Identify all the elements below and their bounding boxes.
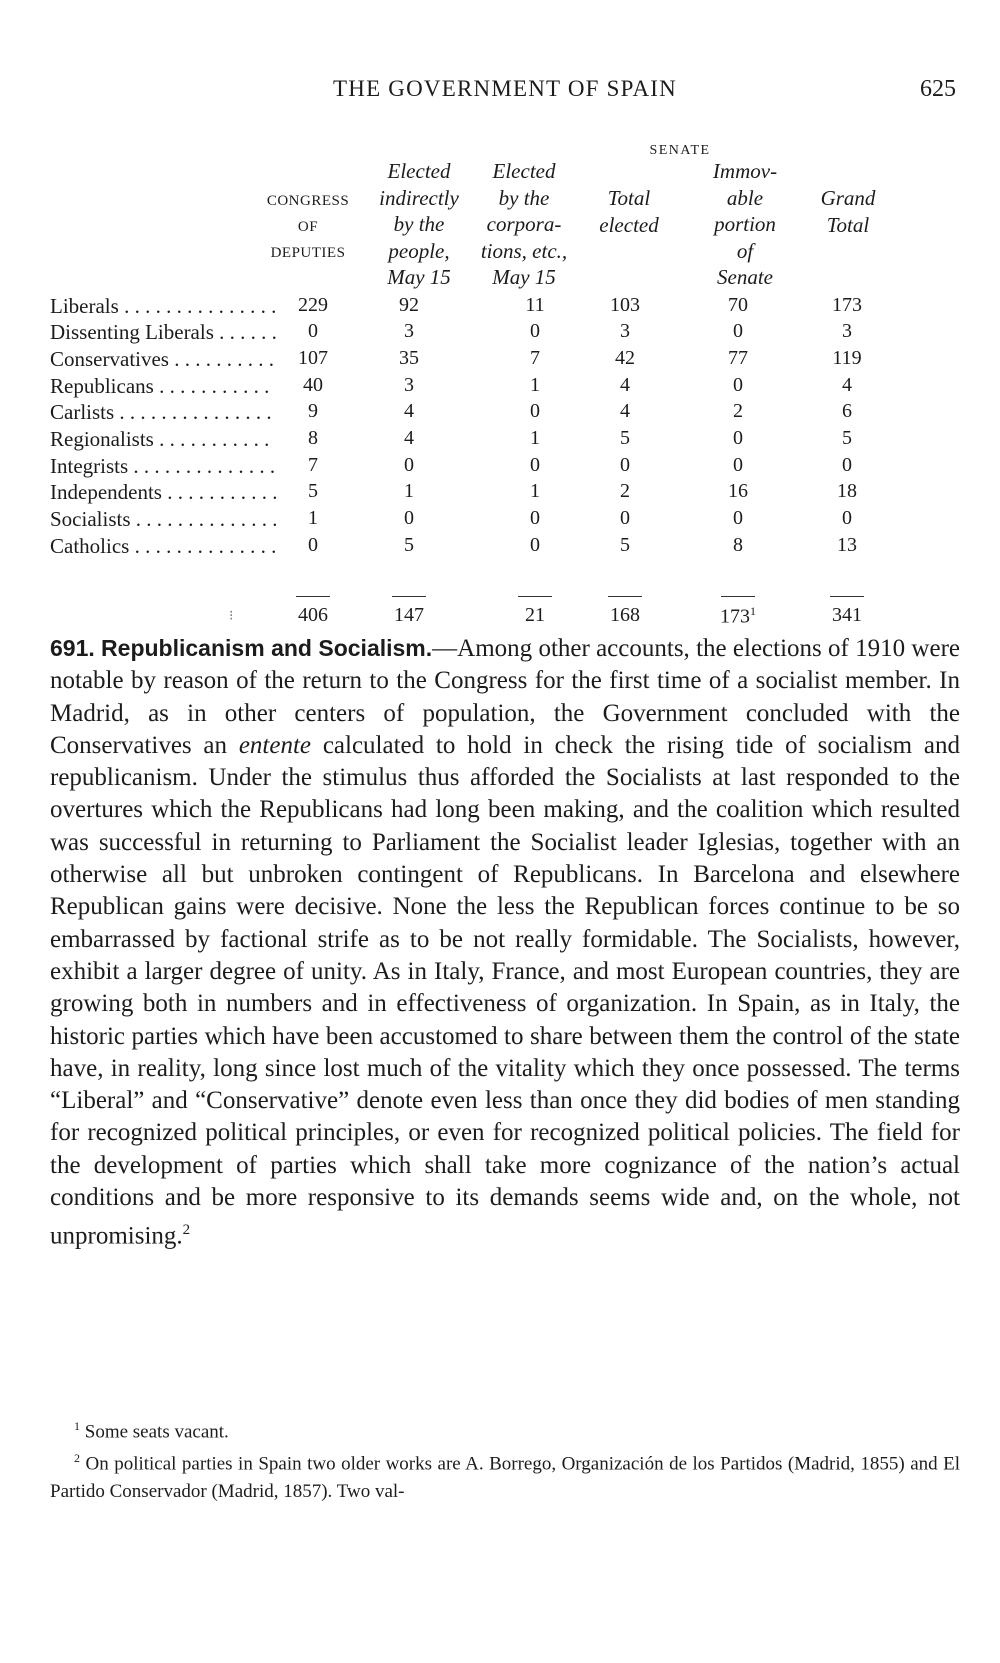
table-cell: 9 bbox=[308, 400, 318, 422]
footnote-marker: 1 bbox=[74, 1419, 80, 1433]
column-header-line: Elected bbox=[387, 159, 451, 183]
total-cell: 406 bbox=[298, 604, 328, 626]
footnote-marker: 2 bbox=[74, 1451, 80, 1466]
table-cell: 0 bbox=[733, 507, 743, 529]
table-row bbox=[0, 347, 1000, 373]
column-header-line: DEPUTIES bbox=[270, 245, 346, 261]
table-cell: 0 bbox=[404, 454, 414, 476]
em-dash: — bbox=[432, 635, 458, 662]
column-header-grand-total bbox=[802, 185, 894, 238]
total-cell: 21 bbox=[525, 604, 545, 626]
paragraph-text: Among other accounts, the elections of 1910 were notable by reason of the return to the Congress for the first time of a socialist member. In Madrid, as in other centers of population, the Government concluded with the Conservatives an bbox=[50, 635, 960, 759]
table-cell: 3 bbox=[620, 320, 630, 342]
table-row bbox=[0, 534, 1000, 560]
party-label: Dissenting Liberals . . . bbox=[50, 320, 276, 345]
column-header-line: people, bbox=[388, 238, 450, 263]
table-cell: 8 bbox=[308, 427, 318, 449]
running-title: THE GOVERNMENT OF SPAIN bbox=[333, 76, 677, 101]
table-cell: 42 bbox=[615, 347, 635, 369]
table-row bbox=[0, 427, 1000, 453]
total-cell-with-footnote bbox=[703, 604, 773, 629]
emphasized-term: entente bbox=[238, 731, 312, 759]
section-number: 691. bbox=[50, 635, 95, 661]
table-cell: 5 bbox=[620, 427, 630, 449]
table-cell: 0 bbox=[620, 454, 630, 476]
footnote-marker: 1 bbox=[750, 604, 756, 618]
table-cell: 70 bbox=[728, 294, 748, 316]
table-cell: 18 bbox=[837, 480, 857, 502]
running-head bbox=[50, 76, 960, 106]
column-header-elected-indirectly bbox=[364, 158, 474, 291]
footnote bbox=[50, 1445, 960, 1504]
table-cell: 0 bbox=[842, 454, 852, 476]
margin-mark: ⁝ bbox=[229, 609, 234, 624]
table-cell: 0 bbox=[733, 427, 743, 449]
sum-rule bbox=[608, 596, 642, 597]
senate-group-label: SENATE bbox=[649, 143, 711, 158]
table-cell: 35 bbox=[399, 347, 419, 369]
column-header-immovable-senate bbox=[690, 158, 800, 291]
table-cell: 229 bbox=[298, 294, 328, 316]
table-cell: 0 bbox=[733, 454, 743, 476]
table-cell: 77 bbox=[728, 347, 748, 369]
column-header-line: OF bbox=[297, 219, 319, 235]
section-paragraph bbox=[50, 632, 960, 1253]
table-cell: 0 bbox=[530, 534, 540, 556]
column-header-line: Grand bbox=[820, 186, 876, 210]
table-cell: 3 bbox=[842, 320, 852, 342]
paragraph-text: calculated to hold in check the rising tide of socialism and republicanism. Under the stimulus thus afforded the Socialists at last responded to the overtures which the Republicans had long been making, and the coalition which resulted was successful in returning to Parliament the Socialist leader Iglesias, together with an otherwise all but unbroken contingent of Republicans. In Barcelona and elsewhere Republican gains were decisive. None the less the Republican forces continue to be so embarrassed by factional strife as to be not really formidable. The Socialists, however, exhibit a larger degree of unity. As in Italy, France, and most European countries, they are growing both in numbers and in effectiveness of organization. In Spain, as in Italy, the historic parties which have been accustomed to share between them the control of the state have, in reality, long since lost much of the vitality which they once possessed. The terms “Liberal” and “Conservative” denote even less than once they did bodies of men standing for recognized political principles, or even for recognized political policies. The field for the development of parties which shall take more cognizance of the nation’s actual conditions and be more responsive to its demands seems wide and, on the whole, not unpromising. bbox=[50, 731, 961, 1250]
footnote-marker: 2 bbox=[182, 1222, 191, 1239]
column-header-line: by the bbox=[393, 212, 445, 236]
table-cell: 0 bbox=[733, 320, 743, 342]
table-cell: 4 bbox=[842, 374, 852, 396]
table-cell: 16 bbox=[728, 480, 748, 502]
table-cell: 1 bbox=[530, 427, 540, 449]
party-label: Regionalists . . . bbox=[50, 427, 276, 452]
sum-rule bbox=[830, 596, 864, 597]
party-label: Socialists . . . bbox=[50, 507, 276, 532]
party-label: Independents . . . bbox=[50, 480, 276, 505]
section-title: Republicanism and Socialism. bbox=[101, 635, 433, 661]
column-header-line: corpora- bbox=[486, 212, 562, 236]
column-header-total-elected bbox=[583, 185, 675, 238]
table-cell: 3 bbox=[404, 320, 414, 342]
table-row bbox=[0, 294, 1000, 320]
table-cell: 1 bbox=[404, 480, 414, 502]
table-cell: 0 bbox=[308, 534, 318, 556]
table-cell: 0 bbox=[620, 507, 630, 529]
table-cell: 2 bbox=[733, 400, 743, 422]
table-cell: 119 bbox=[832, 347, 862, 369]
table-cell: 8 bbox=[733, 534, 743, 556]
table-cell: 103 bbox=[610, 294, 640, 316]
column-header-elected-corporations bbox=[470, 158, 578, 291]
column-header-line: elected bbox=[599, 212, 659, 237]
column-header-line: tions, etc., bbox=[480, 238, 568, 263]
table-cell: 7 bbox=[308, 454, 318, 476]
column-header-line: Total bbox=[826, 212, 870, 237]
table-cell: 6 bbox=[842, 400, 852, 422]
table-cell: 5 bbox=[842, 427, 852, 449]
footnote-text: On political parties in Spain two older works are A. Borrego, Organización de los Partidos (Madrid, 1855) and El Partido Conservador (Madrid, 1857). Two val- bbox=[50, 1453, 961, 1502]
table-cell: 173 bbox=[832, 294, 862, 316]
table-cell: 0 bbox=[733, 374, 743, 396]
total-cell: 168 bbox=[610, 604, 640, 626]
table-cell: 40 bbox=[303, 374, 323, 396]
sum-rule bbox=[392, 596, 426, 597]
column-header-line: able bbox=[726, 185, 764, 210]
column-header-line: Senate bbox=[717, 265, 773, 289]
column-header-line: Total bbox=[607, 186, 651, 210]
table-row bbox=[0, 454, 1000, 480]
table-cell: 4 bbox=[404, 400, 414, 422]
table-cell: 0 bbox=[530, 454, 540, 476]
column-header-line: indirectly bbox=[379, 185, 459, 210]
page-number: 625 bbox=[920, 76, 956, 102]
footnote-text: Some seats vacant. bbox=[84, 1421, 229, 1443]
table-row bbox=[0, 480, 1000, 506]
column-header-line: of bbox=[736, 238, 754, 263]
party-label: Integrists . . . bbox=[50, 454, 276, 479]
column-header-line: CONGRESS bbox=[266, 193, 350, 209]
party-label: Carlists . . . bbox=[50, 400, 276, 425]
footnote bbox=[50, 1413, 960, 1445]
table-cell: 11 bbox=[525, 294, 545, 316]
table-cell: 0 bbox=[308, 320, 318, 342]
table-cell: 107 bbox=[298, 347, 328, 369]
total-cell: 147 bbox=[394, 604, 424, 626]
party-label: Republicans . . . bbox=[50, 374, 276, 399]
table-cell: 3 bbox=[404, 374, 414, 396]
table-cell: 92 bbox=[399, 294, 419, 316]
sum-rule bbox=[518, 596, 552, 597]
table-cell: 5 bbox=[620, 534, 630, 556]
table-cell: 4 bbox=[620, 374, 630, 396]
column-header-line: May 15 bbox=[387, 265, 451, 289]
table-cell: 4 bbox=[404, 427, 414, 449]
total-value: 173 bbox=[720, 605, 750, 628]
column-header-line: Immov- bbox=[712, 159, 778, 183]
table-cell: 0 bbox=[530, 400, 540, 422]
table-cell: 0 bbox=[842, 507, 852, 529]
party-label: Liberals . . . bbox=[50, 294, 276, 319]
table-row bbox=[0, 320, 1000, 346]
table-cell: 1 bbox=[530, 480, 540, 502]
column-header-line: portion bbox=[714, 212, 776, 236]
table-cell: 7 bbox=[530, 347, 540, 369]
table-row bbox=[0, 507, 1000, 533]
table-cell: 1 bbox=[530, 374, 540, 396]
table-cell: 0 bbox=[404, 507, 414, 529]
column-header-line: by the bbox=[498, 185, 550, 210]
table-cell: 0 bbox=[530, 507, 540, 529]
table-cell: 4 bbox=[620, 400, 630, 422]
party-label: Catholics . . . bbox=[50, 534, 276, 559]
column-header-congress bbox=[252, 188, 364, 266]
table-cell: 13 bbox=[837, 534, 857, 556]
sum-rule bbox=[296, 596, 330, 597]
footnotes bbox=[50, 1413, 960, 1505]
total-cell: 341 bbox=[832, 604, 862, 626]
table-cell: 1 bbox=[308, 507, 318, 529]
party-label: Conservatives . . . bbox=[50, 347, 276, 372]
column-header-line: Elected bbox=[492, 159, 556, 183]
sum-rule bbox=[721, 596, 755, 597]
table-cell: 5 bbox=[308, 480, 318, 502]
table-cell: 2 bbox=[620, 480, 630, 502]
table-row bbox=[0, 374, 1000, 400]
column-header-line: May 15 bbox=[492, 265, 556, 289]
table-row bbox=[0, 400, 1000, 426]
table-cell: 0 bbox=[530, 320, 540, 342]
table-cell: 5 bbox=[404, 534, 414, 556]
